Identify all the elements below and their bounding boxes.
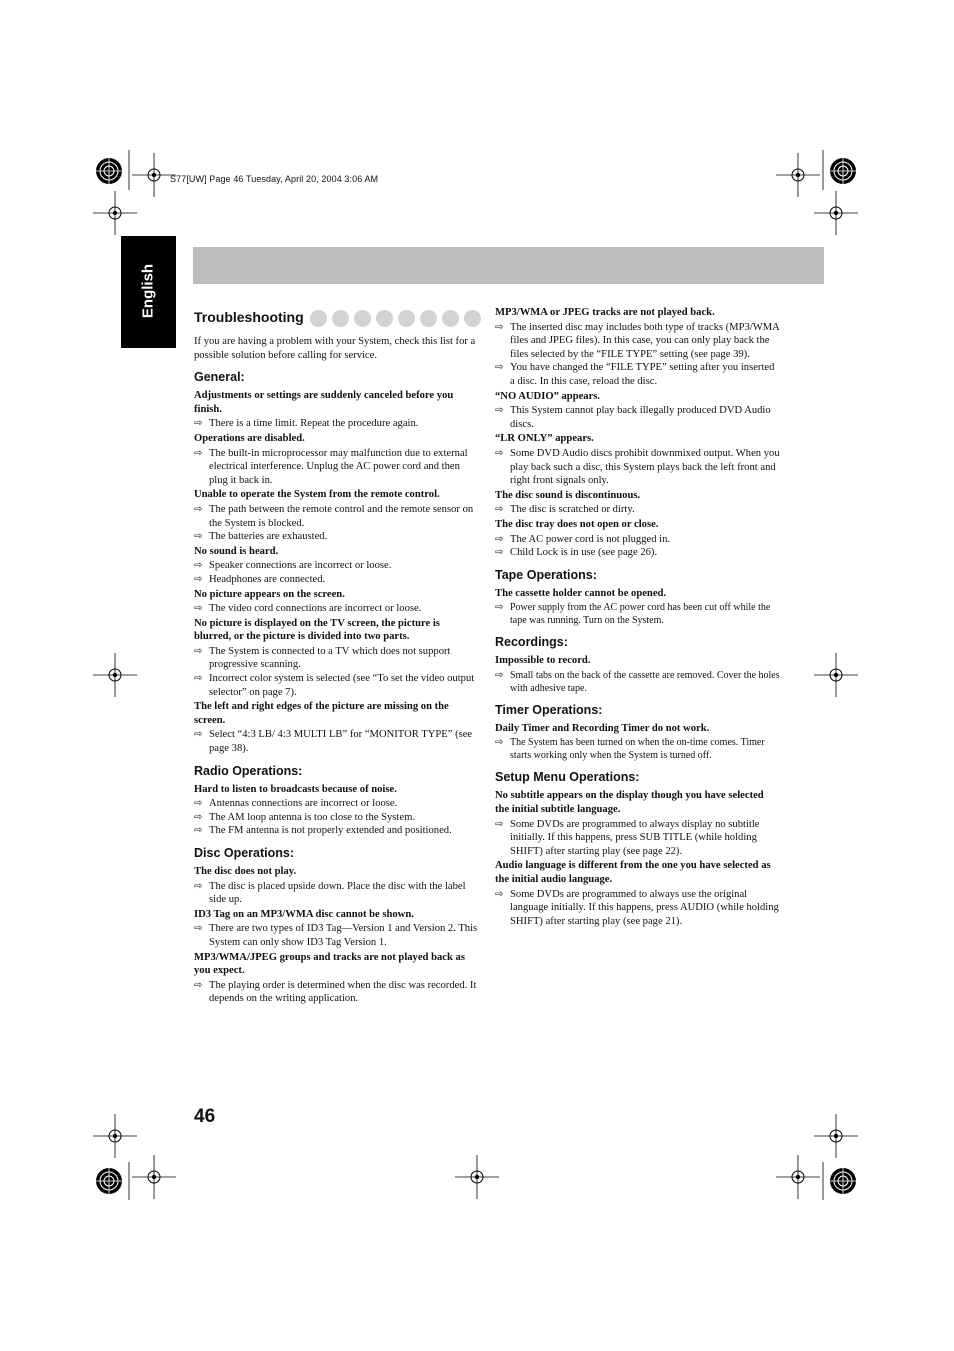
- crosshair-mark: [132, 1155, 176, 1199]
- page-number: 46: [194, 1106, 216, 1127]
- solution-item: [194, 417, 478, 431]
- solution-item: [495, 736, 780, 762]
- solution-text: Some DVDs are programmed to always use the original language initially. If this happens, press AUDIO (while holding SHIFT) after starting play (see page 21).: [510, 888, 779, 927]
- solution-item: [194, 797, 478, 811]
- solution-text: The inserted disc may includes both type of tracks (MP3/WMA files and JPEG files). In this case, you can only play back the files selected by the “FILE TYPE” setting (see page 39).: [510, 321, 780, 360]
- arrow-icon: ⇨: [194, 825, 203, 837]
- solution-text: There is a time limit. Repeat the procedure again.: [209, 418, 419, 430]
- problem-text: Daily Timer and Recording Timer do not work.: [495, 722, 710, 734]
- problem-text: Hard to listen to broadcasts because of noise.: [194, 783, 397, 795]
- crosshair-mark: [814, 653, 858, 697]
- arrow-icon: ⇨: [194, 923, 203, 935]
- solution-text: The System has been turned on when the on-time comes. Timer starts working only when the System is turned off.: [510, 737, 765, 762]
- section-heading: Tape Operations:: [495, 567, 597, 582]
- solution-text: Child Lock is in use (see page 26).: [510, 547, 658, 559]
- setup-section: [495, 770, 780, 928]
- disc-section: [194, 846, 478, 1006]
- arrow-icon: ⇨: [194, 880, 203, 892]
- solution-text: The System is connected to a TV which does not support progressive scanning.: [209, 645, 451, 671]
- burst-mark-top-right: [830, 158, 856, 184]
- solution-text: Speaker connections are incorrect or loose.: [209, 560, 392, 572]
- arrow-icon: ⇨: [495, 405, 504, 417]
- solution-text: The batteries are exhausted.: [209, 531, 328, 543]
- crosshair-mark: [814, 1114, 858, 1158]
- solution-item: [495, 669, 780, 695]
- general-section: [194, 370, 478, 755]
- solution-item: [194, 824, 478, 838]
- arrow-icon: ⇨: [495, 669, 504, 681]
- crosshair-mark: [776, 1155, 820, 1199]
- solution-item: [194, 447, 478, 488]
- solution-item: [194, 645, 478, 672]
- radio-section: [194, 764, 478, 838]
- problem-text: The disc does not play.: [194, 866, 297, 877]
- problem-text: Audio language is different from the one you have selected as the initial audio language.: [495, 860, 771, 886]
- arrow-icon: ⇨: [194, 798, 203, 810]
- solution-text: The path between the remote control and the remote sensor on the System is blocked.: [209, 503, 474, 529]
- solution-item: [495, 546, 780, 560]
- recordings-section: [495, 635, 780, 695]
- crosshair-mark: [455, 1155, 499, 1199]
- problem-text: The disc tray does not open or close.: [495, 518, 659, 530]
- problem-text: The cassette holder cannot be opened.: [495, 587, 667, 599]
- solution-item: [495, 888, 780, 929]
- arrow-icon: ⇨: [495, 362, 504, 374]
- solution-text: The playing order is determined when the disc was recorded. It depends on the writing application.: [209, 979, 477, 1005]
- crosshair-mark: [776, 153, 820, 197]
- crosshair-mark: [93, 1114, 137, 1158]
- solution-text: Headphones are connected.: [209, 573, 326, 585]
- arrow-icon: ⇨: [194, 560, 203, 572]
- arrow-icon: ⇨: [495, 602, 504, 614]
- problem-text: No picture appears on the screen.: [194, 588, 345, 600]
- problem-text: MP3/WMA/JPEG groups and tracks are not played back as you expect.: [194, 951, 465, 977]
- solution-item: [194, 602, 478, 616]
- burst-mark-bottom-left: [96, 1168, 122, 1194]
- arrow-icon: ⇨: [495, 504, 504, 516]
- solution-text: You have changed the “FILE TYPE” setting after you inserted a disc. In this case, reload the disc.: [510, 362, 775, 387]
- arrow-icon: ⇨: [194, 673, 203, 685]
- arrow-icon: ⇨: [495, 533, 504, 545]
- solution-text: The FM antenna is not properly extended and positioned.: [209, 825, 452, 837]
- solution-text: The video cord connections are incorrect or loose.: [209, 603, 422, 615]
- solution-text: Select “4:3 LB/ 4:3 MULTI LB” for “MONITOR TYPE” (see page 38).: [209, 729, 473, 755]
- solution-text: Antennas connections are incorrect or loose.: [209, 798, 398, 810]
- solution-item: [495, 533, 780, 547]
- language-tab: [121, 236, 176, 348]
- arrow-icon: ⇨: [194, 503, 203, 515]
- arrow-icon: ⇨: [194, 531, 203, 543]
- solution-text: The disc is scratched or dirty.: [510, 504, 635, 516]
- problem-text: Unable to operate the System from the remote control.: [194, 489, 440, 501]
- problem-text: The disc sound is discontinuous.: [495, 489, 641, 501]
- solution-text: The built-in microprocessor may malfunction due to external electrical interference. Unplug the AC power cord and then plug it back in.: [209, 447, 468, 486]
- arrow-icon: ⇨: [194, 573, 203, 585]
- solution-text: The AM loop antenna is too close to the System.: [209, 811, 415, 823]
- tape-section: [495, 568, 780, 628]
- section-heading: Disc Operations:: [194, 846, 295, 860]
- arrow-icon: ⇨: [194, 447, 203, 459]
- solution-item: [194, 880, 478, 907]
- solution-text: Power supply from the AC power cord has been cut off while the tape was running. Turn on the System.: [510, 602, 771, 627]
- crosshair-mark: [814, 191, 858, 235]
- problem-text: No sound is heard.: [194, 545, 279, 557]
- language-tab-label: English: [139, 263, 157, 319]
- page-title: Troubleshooting: [194, 309, 304, 326]
- solution-item: [495, 361, 780, 388]
- print-header: S77[UW] Page 46 Tuesday, April 20, 2004 3:06 AM: [170, 174, 379, 184]
- solution-item: [194, 530, 478, 544]
- solution-item: [194, 559, 478, 573]
- crosshair-mark: [93, 191, 137, 235]
- burst-mark-top-left: [96, 158, 122, 184]
- arrow-icon: ⇨: [495, 888, 504, 900]
- solution-text: There are two types of ID3 Tag—Version 1 and Version 2. This System can only show ID3 Tag Version 1.: [209, 923, 478, 948]
- solution-text: The disc is placed upside down. Place the disc with the label side up.: [209, 880, 466, 906]
- arrow-icon: ⇨: [194, 979, 203, 991]
- header-bar: [193, 247, 824, 284]
- solution-item: [194, 922, 478, 949]
- problem-text: “NO AUDIO” appears.: [495, 390, 601, 402]
- arrow-icon: ⇨: [495, 737, 504, 749]
- solution-item: [194, 728, 478, 755]
- intro-text: If you are having a problem with your System, check this list for a possible solution before calling for service.: [194, 336, 476, 361]
- arrow-icon: ⇨: [194, 729, 203, 741]
- title-dots: [310, 310, 486, 327]
- solution-item: [495, 818, 780, 859]
- arrow-icon: ⇨: [194, 418, 203, 430]
- arrow-icon: ⇨: [495, 818, 504, 830]
- arrow-icon: ⇨: [495, 321, 504, 333]
- arrow-icon: ⇨: [194, 603, 203, 615]
- problem-text: Operations are disabled.: [194, 432, 305, 444]
- right-column: [495, 305, 780, 928]
- timer-section: [495, 703, 780, 763]
- solution-item: [495, 321, 780, 362]
- solution-item: [194, 979, 478, 1006]
- solution-text: Small tabs on the back of the cassette are removed. Cover the holes with adhesive tape.: [510, 669, 780, 694]
- section-title-row: [194, 305, 478, 331]
- left-column: [194, 305, 478, 1006]
- section-heading: General:: [194, 370, 245, 385]
- arrow-icon: ⇨: [495, 547, 504, 559]
- solution-item: [194, 503, 478, 530]
- section-heading: Radio Operations:: [194, 763, 303, 778]
- section-heading: Recordings:: [495, 635, 568, 650]
- crosshair-mark: [93, 653, 137, 697]
- section-heading: Timer Operations:: [495, 702, 603, 717]
- arrow-icon: ⇨: [194, 645, 203, 657]
- problem-text: “LR ONLY” appears.: [495, 433, 594, 445]
- problem-text: No subtitle appears on the display though you have selected the initial subtitle language.: [495, 790, 764, 816]
- burst-mark-bottom-right: [830, 1168, 856, 1194]
- solution-text: Some DVD Audio discs prohibit downmixed output. When you play back such a disc, this System plays back the left front and right front signals only.: [510, 447, 780, 487]
- solution-text: The AC power cord is not plugged in.: [510, 533, 671, 545]
- problem-text: Adjustments or settings are suddenly canceled before you finish.: [194, 390, 454, 415]
- problem-text: Impossible to record.: [495, 655, 591, 667]
- solution-text: Incorrect color system is selected (see “To set the video output selector” on page 7).: [209, 673, 475, 698]
- arrow-icon: ⇨: [194, 811, 203, 823]
- solution-text: Some DVDs are programmed to always display no subtitle initially. If this happens, press SUB TITLE (while holding SHIFT) after starting play (see page 22).: [510, 818, 760, 857]
- solution-item: [495, 404, 780, 431]
- arrow-icon: ⇨: [495, 447, 504, 459]
- disc-continued-section: [495, 306, 780, 560]
- solution-item: [194, 811, 478, 825]
- problem-text: The left and right edges of the picture are missing on the screen.: [194, 701, 449, 726]
- solution-item: [495, 503, 780, 517]
- section-heading: Setup Menu Operations:: [495, 770, 640, 785]
- solution-item: [495, 601, 780, 627]
- solution-item: [194, 672, 478, 699]
- solution-item: [194, 573, 478, 587]
- problem-text: No picture is displayed on the TV screen, the picture is blurred, or the picture is divided into two parts.: [194, 617, 440, 643]
- solution-text: This System cannot play back illegally produced DVD Audio discs.: [510, 405, 771, 430]
- problem-text: ID3 Tag on an MP3/WMA disc cannot be shown.: [194, 908, 414, 920]
- problem-text: MP3/WMA or JPEG tracks are not played back.: [495, 307, 715, 318]
- solution-item: [495, 447, 780, 488]
